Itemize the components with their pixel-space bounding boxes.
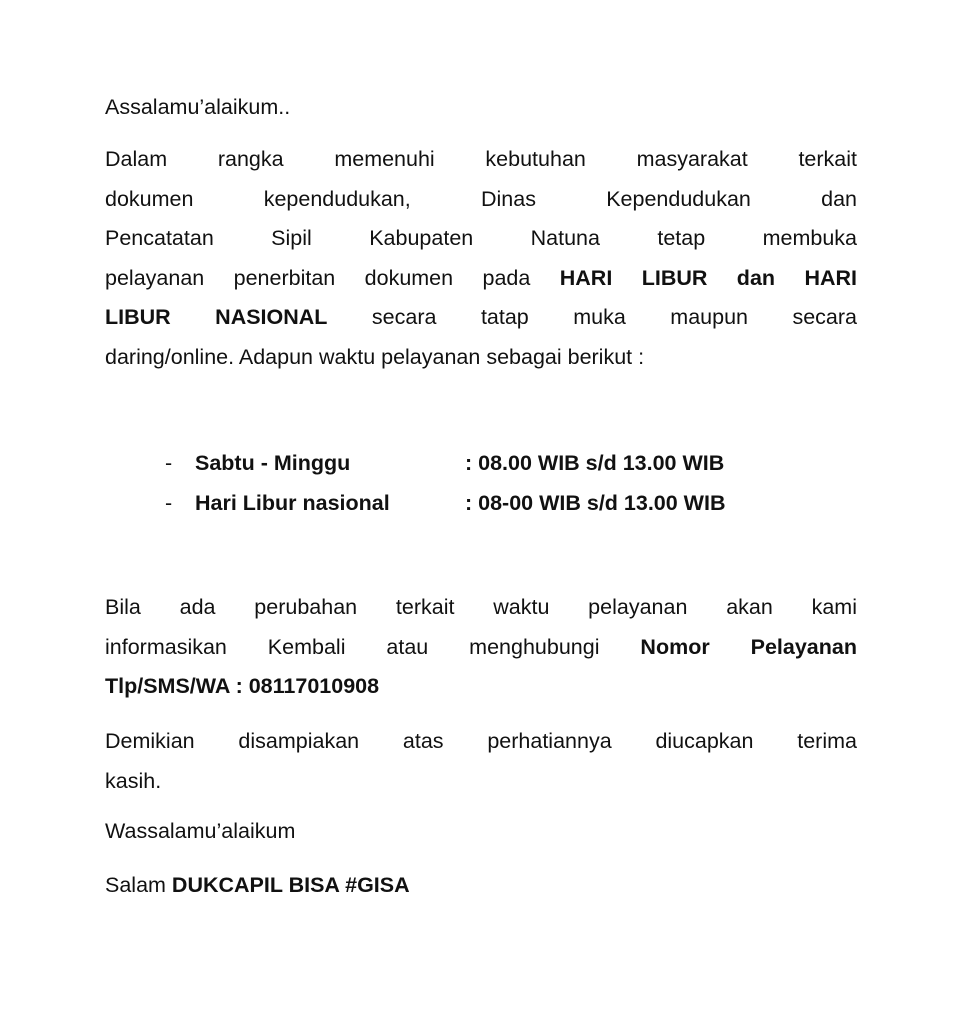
text-line — [105, 298, 857, 338]
holiday-emphasis: HARI LIBUR dan HARI — [559, 265, 857, 290]
text-span: informasikan Kembali atau menghubungi — [105, 634, 641, 659]
schedule-time: : 08-00 WIB s/d 13.00 WIB — [465, 491, 726, 515]
service-number-label: Nomor Pelayanan — [640, 634, 857, 659]
signoff-line — [105, 866, 857, 906]
list-bullet: - — [165, 451, 173, 475]
text-line: Bila ada perubahan terkait waktu pelayanan akan kami — [105, 595, 857, 619]
intro-paragraph — [105, 140, 857, 377]
text-line — [105, 628, 857, 668]
farewell — [105, 812, 857, 852]
signoff-slogan: DUKCAPIL BISA #GISA — [171, 873, 410, 897]
text-line: Demikian disampiakan atas perhatiannya diucapkan terima — [105, 729, 857, 753]
text-span: secara tatap muka maupun secara — [327, 305, 857, 329]
schedule-label: Hari Libur nasional — [195, 491, 390, 515]
text-span: pelayanan penerbitan dokumen pada — [105, 265, 560, 290]
service-phone-number: Tlp/SMS/WA : 08117010908 — [105, 674, 380, 698]
list-bullet: - — [165, 491, 173, 515]
text-line: daring/online. Adapun waktu pelayanan sebagai berikut : — [105, 344, 645, 369]
closing-paragraph — [105, 722, 857, 801]
text-line: Dalam rangka memenuhi kebutuhan masyarakat terkait — [105, 147, 857, 171]
greeting-text: Assalamu’alaikum.. — [105, 95, 291, 119]
changes-paragraph — [105, 588, 857, 707]
schedule-time: : 08.00 WIB s/d 13.00 WIB — [465, 451, 725, 475]
text-line: dokumen kependudukan, Dinas Kependudukan dan — [105, 186, 857, 211]
farewell-text: Wassalamu’alaikum — [105, 819, 296, 843]
signoff — [105, 866, 857, 906]
text-line: Pencatatan Sipil Kabupaten Natuna tetap membuka — [105, 226, 857, 250]
greeting — [105, 88, 857, 128]
text-line — [105, 259, 857, 299]
signoff-salam: Salam — [105, 873, 172, 897]
schedule-label: Sabtu - Minggu — [195, 451, 351, 475]
text-line — [105, 667, 857, 707]
text-line: kasih. — [105, 768, 162, 793]
national-holiday-emphasis: LIBUR NASIONAL — [105, 305, 328, 329]
